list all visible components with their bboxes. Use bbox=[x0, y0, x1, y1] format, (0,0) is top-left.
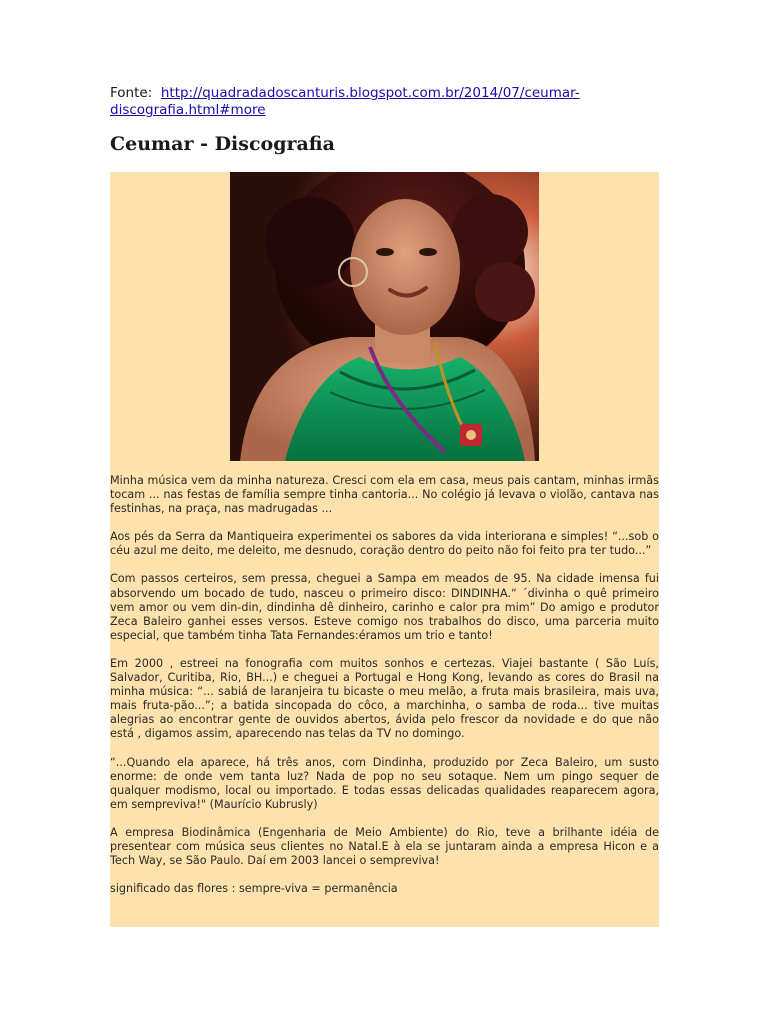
source-link[interactable]: http://quadradadoscanturis.blogspot.com.br/2014/07/ceumar-discografia.html#more bbox=[110, 85, 580, 118]
source-line bbox=[110, 85, 630, 119]
paragraph: A empresa Biodinâmica (Engenharia de Meio Ambiente) do Rio, teve a brilhante idéia de presentear com música seus clientes no Natal.E à ela se juntaram ainda a empresa Hicon e a Tech Way, se São Paulo. Daí em 2003 lancei o sempreviva! bbox=[110, 825, 659, 868]
portrait-photo bbox=[230, 172, 539, 461]
article-text bbox=[110, 474, 659, 910]
paragraph: Aos pés da Serra da Mantiqueira experimentei os sabores da vida interiorana e simples! “...sob o céu azul me deito, me deleito, me desnudo, coração dentro do peito não foi feito pra ter tudo...” bbox=[110, 530, 659, 558]
paragraph: significado das flores : sempre-viva = permanência bbox=[110, 882, 398, 896]
paragraph: Com passos certeiros, sem pressa, cheguei a Sampa em meados de 95. Na cidade imensa fui absorvendo um bocado de tudo, nasceu o primeiro disco: DINDINHA.“ ´divinha o quê primeiro vem amor ou vem din-din, dindinha dê dinheiro, carinho e calor pra mim” Do amigo e produtor Zeca Baleiro ganhei esses versos. Esteve comigo nos trabalhos do disco, uma parceria muito especial, que também tinha Tata Fernandes:éramos um trio e tanto! bbox=[110, 572, 659, 642]
article-box bbox=[110, 172, 659, 927]
source-label: Fonte: bbox=[110, 85, 153, 101]
page-title: Ceumar - Discografia bbox=[110, 133, 335, 155]
paragraph: Minha música vem da minha natureza. Cresci com ela em casa, meus pais cantam, minhas irmãs tocam ... nas festas de família sempre tinha cantoria... No colégio já levava o violão, cantava nas festinhas, na praça, nas madrugadas ... bbox=[110, 474, 659, 516]
paragraph: “...Quando ela aparece, há três anos, com Dindinha, produzido por Zeca Baleiro, um susto enorme: de onde vem tanta luz? Nada de pop no seu sotaque. Nem um pingo sequer de qualquer modismo, local ou importado. E todas essas delicadas qualidades reaparecem agora, em sempreviva!" (Maurício Kubrusly) bbox=[110, 755, 659, 811]
paragraph: Em 2000 , estreei na fonografia com muitos sonhos e certezas. Viajei bastante ( São Luís, Salvador, Curitiba, Rio, BH...) e cheguei a Portugal e Hong Kong, levando as cores do Brasil na minha música: “... sabiá de laranjeira tu bicaste o meu melão, a fruta mais brasileira, mais uva, mais fruta-pão...”; a batida sincopada do côco, a marchinha, o samba de roda... tive muitas alegrias ao encontrar gente de ouvidos abertos, ávida pelo frescor da novidade e do que não está , digamos assim, aparecendo nas telas da TV no domingo. bbox=[110, 656, 659, 741]
portrait-photo-icon bbox=[230, 172, 539, 461]
